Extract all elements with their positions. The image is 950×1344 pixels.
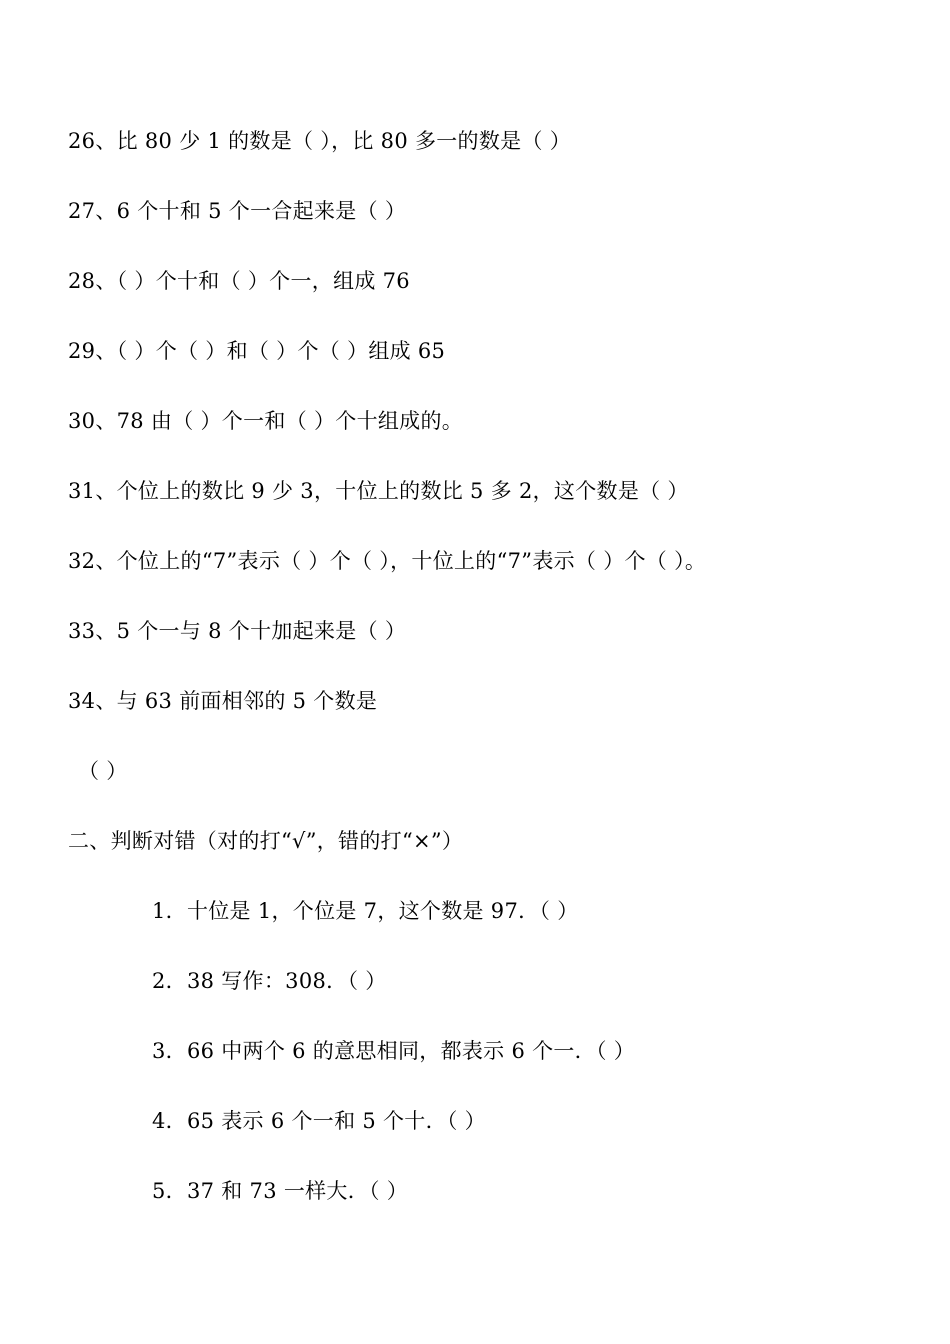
question-30: 30、78 由（ ）个一和（ ）个十组成的。 bbox=[68, 409, 464, 433]
question-31: 31、个位上的数比 9 少 3，十位上的数比 5 多 2，这个数是（ ） bbox=[68, 479, 689, 503]
question-33: 33、5 个一与 8 个十加起来是（ ） bbox=[68, 619, 407, 643]
question-26: 26、比 80 少 1 的数是（ ），比 80 多一的数是（ ） bbox=[68, 129, 572, 153]
judgement-item-1: 1．十位是 1，个位是 7，这个数是 97．（ ） bbox=[152, 899, 579, 923]
judgement-item-3: 3．66 中两个 6 的意思相同，都表示 6 个一．（ ） bbox=[152, 1039, 636, 1063]
judgement-item-2: 2．38 写作：308．（ ） bbox=[152, 969, 387, 993]
question-34-answer-blank: （ ） bbox=[78, 759, 128, 783]
judgement-item-5: 5．37 和 73 一样大．（ ） bbox=[152, 1179, 409, 1203]
question-32: 32、个位上的“7”表示（ ）个（ ），十位上的“7”表示（ ）个（ ）。 bbox=[68, 549, 707, 573]
question-27: 27、6 个十和 5 个一合起来是（ ） bbox=[68, 199, 407, 223]
section-two-heading: 二、判断对错（对的打“√”，错的打“×”） bbox=[68, 829, 464, 853]
question-34: 34、与 63 前面相邻的 5 个数是 bbox=[68, 689, 378, 713]
judgement-item-4: 4．65 表示 6 个一和 5 个十．（ ） bbox=[152, 1109, 486, 1133]
question-28: 28、（ ）个十和（ ）个一，组成 76 bbox=[68, 269, 410, 293]
question-29: 29、（ ）个（ ）和（ ）个（ ）组成 65 bbox=[68, 339, 446, 363]
